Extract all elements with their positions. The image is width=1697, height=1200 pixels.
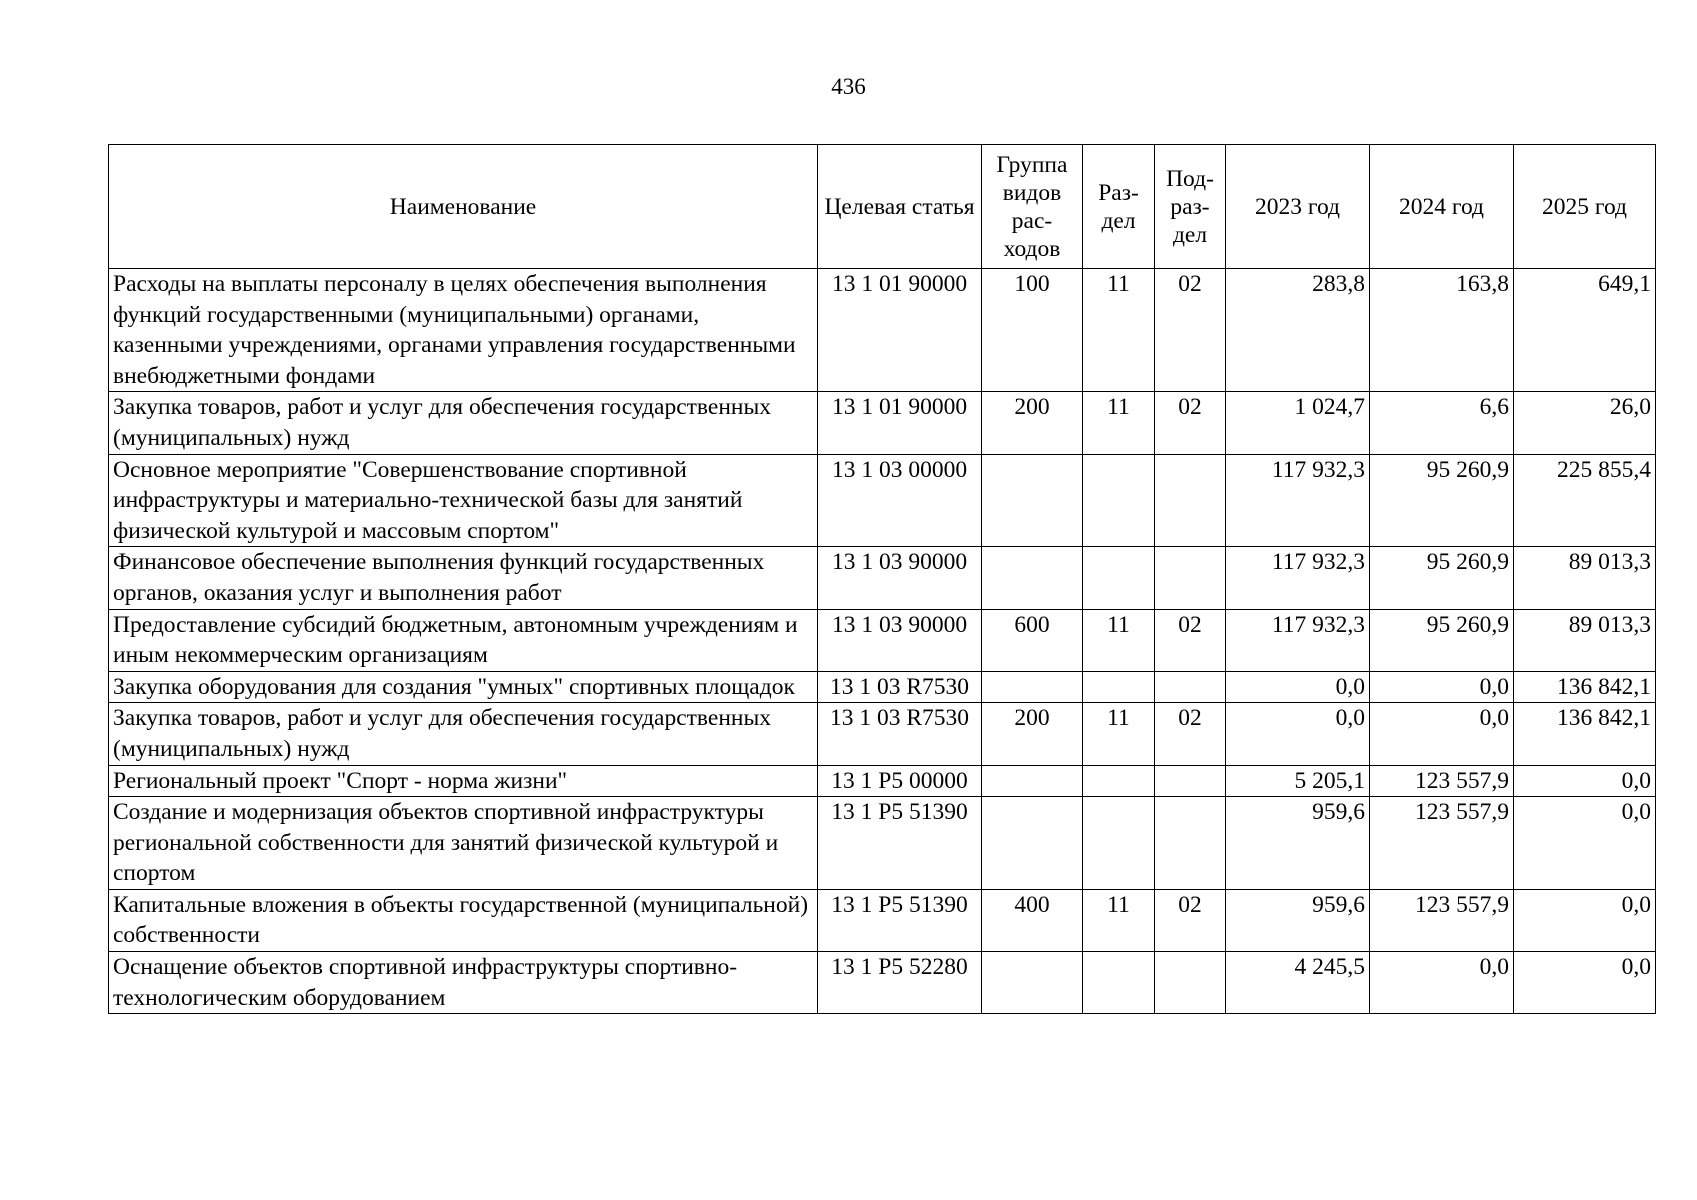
header-name: Наименование: [109, 145, 818, 269]
table-header: [109, 145, 1656, 269]
cell-section: [1083, 765, 1155, 797]
cell-subsection: 02: [1155, 703, 1226, 765]
cell-expense-group: 200: [982, 703, 1083, 765]
cell-subsection: 02: [1155, 609, 1226, 671]
cell-2024: 123 557,9: [1370, 765, 1514, 797]
table-body: [109, 269, 1656, 1014]
cell-2023: 283,8: [1226, 269, 1370, 392]
cell-name: Финансовое обеспечение выполнения функций государственных органов, оказания услуг и выполнения работ: [109, 547, 818, 609]
cell-2023: 0,0: [1226, 671, 1370, 703]
cell-2025: 89 013,3: [1514, 609, 1656, 671]
cell-subsection: [1155, 797, 1226, 890]
cell-target-article: 13 1 03 R7530: [818, 703, 982, 765]
cell-2025: 136 842,1: [1514, 703, 1656, 765]
cell-2024: 163,8: [1370, 269, 1514, 392]
cell-expense-group: 100: [982, 269, 1083, 392]
cell-subsection: [1155, 765, 1226, 797]
cell-2024: 0,0: [1370, 703, 1514, 765]
table-row: [109, 889, 1656, 951]
cell-name: Оснащение объектов спортивной инфраструктуры спортивно-технологическим оборудованием: [109, 952, 818, 1014]
header-target-article: Целевая статья: [818, 145, 982, 269]
cell-expense-group: [982, 454, 1083, 547]
cell-target-article: 13 1 01 90000: [818, 269, 982, 392]
cell-name: Расходы на выплаты персоналу в целях обеспечения выполнения функций государственными (муниципальными) органами, казенными учреждениями, органами управления государственными внебюджетными фондами: [109, 269, 818, 392]
cell-name: Закупка оборудования для создания "умных" спортивных площадок: [109, 671, 818, 703]
cell-name: Создание и модернизация объектов спортивной инфраструктуры региональной собственности для занятий физической культурой и спортом: [109, 797, 818, 890]
cell-section: 11: [1083, 392, 1155, 454]
cell-section: 11: [1083, 889, 1155, 951]
cell-2024: 123 557,9: [1370, 797, 1514, 890]
cell-name: Основное мероприятие "Совершенствование спортивной инфраструктуры и материально-технической базы для занятий физической культурой и массовым спортом": [109, 454, 818, 547]
cell-name: Региональный проект "Спорт - норма жизни": [109, 765, 818, 797]
cell-2025: 0,0: [1514, 889, 1656, 951]
cell-target-article: 13 1 01 90000: [818, 392, 982, 454]
table-row: [109, 797, 1656, 890]
budget-table: [108, 144, 1656, 1014]
cell-section: [1083, 547, 1155, 609]
header-2024: 2024 год: [1370, 145, 1514, 269]
header-expense-group: Группа видов рас-ходов: [982, 145, 1083, 269]
cell-2023: 117 932,3: [1226, 547, 1370, 609]
cell-section: 11: [1083, 609, 1155, 671]
cell-expense-group: 600: [982, 609, 1083, 671]
cell-2024: 95 260,9: [1370, 609, 1514, 671]
cell-expense-group: [982, 671, 1083, 703]
table-row: [109, 671, 1656, 703]
cell-section: [1083, 952, 1155, 1014]
cell-2025: 89 013,3: [1514, 547, 1656, 609]
cell-expense-group: [982, 765, 1083, 797]
table-row: [109, 454, 1656, 547]
table-row: [109, 269, 1656, 392]
page-number: 436: [831, 74, 866, 99]
cell-2024: 0,0: [1370, 952, 1514, 1014]
cell-target-article: 13 1 P5 51390: [818, 797, 982, 890]
cell-target-article: 13 1 P5 00000: [818, 765, 982, 797]
cell-expense-group: [982, 547, 1083, 609]
cell-target-article: 13 1 03 90000: [818, 547, 982, 609]
cell-2024: 95 260,9: [1370, 547, 1514, 609]
cell-2024: 0,0: [1370, 671, 1514, 703]
cell-target-article: 13 1 03 00000: [818, 454, 982, 547]
cell-target-article: 13 1 03 R7530: [818, 671, 982, 703]
cell-target-article: 13 1 P5 51390: [818, 889, 982, 951]
cell-expense-group: 400: [982, 889, 1083, 951]
table-row: [109, 765, 1656, 797]
cell-section: [1083, 797, 1155, 890]
cell-2023: 0,0: [1226, 703, 1370, 765]
cell-expense-group: 200: [982, 392, 1083, 454]
table-row: [109, 703, 1656, 765]
cell-name: Закупка товаров, работ и услуг для обеспечения государственных (муниципальных) нужд: [109, 392, 818, 454]
cell-2024: 6,6: [1370, 392, 1514, 454]
table-row: [109, 609, 1656, 671]
cell-2025: 0,0: [1514, 765, 1656, 797]
header-row: [109, 145, 1656, 269]
cell-2023: 5 205,1: [1226, 765, 1370, 797]
cell-name: Капитальные вложения в объекты государственной (муниципальной) собственности: [109, 889, 818, 951]
cell-name: Предоставление субсидий бюджетным, автономным учреждениям и иным некоммерческим организациям: [109, 609, 818, 671]
cell-2025: 26,0: [1514, 392, 1656, 454]
header-2023: 2023 год: [1226, 145, 1370, 269]
cell-2024: 95 260,9: [1370, 454, 1514, 547]
cell-subsection: [1155, 547, 1226, 609]
cell-subsection: 02: [1155, 269, 1226, 392]
cell-2023: 959,6: [1226, 889, 1370, 951]
cell-2025: 0,0: [1514, 797, 1656, 890]
header-subsection: Под-раз-дел: [1155, 145, 1226, 269]
cell-section: 11: [1083, 703, 1155, 765]
table-row: [109, 547, 1656, 609]
cell-2025: 0,0: [1514, 952, 1656, 1014]
cell-name: Закупка товаров, работ и услуг для обеспечения государственных (муниципальных) нужд: [109, 703, 818, 765]
cell-2023: 117 932,3: [1226, 609, 1370, 671]
table-row: [109, 952, 1656, 1014]
header-section: Раз-дел: [1083, 145, 1155, 269]
cell-2023: 1 024,7: [1226, 392, 1370, 454]
cell-subsection: [1155, 671, 1226, 703]
cell-subsection: 02: [1155, 889, 1226, 951]
cell-2025: 136 842,1: [1514, 671, 1656, 703]
cell-2023: 117 932,3: [1226, 454, 1370, 547]
cell-2024: 123 557,9: [1370, 889, 1514, 951]
cell-subsection: [1155, 952, 1226, 1014]
cell-subsection: 02: [1155, 392, 1226, 454]
header-2025: 2025 год: [1514, 145, 1656, 269]
cell-2025: 225 855,4: [1514, 454, 1656, 547]
cell-subsection: [1155, 454, 1226, 547]
cell-2025: 649,1: [1514, 269, 1656, 392]
cell-target-article: 13 1 03 90000: [818, 609, 982, 671]
cell-2023: 4 245,5: [1226, 952, 1370, 1014]
cell-section: [1083, 454, 1155, 547]
cell-2023: 959,6: [1226, 797, 1370, 890]
cell-expense-group: [982, 797, 1083, 890]
table-row: [109, 392, 1656, 454]
cell-target-article: 13 1 P5 52280: [818, 952, 982, 1014]
cell-expense-group: [982, 952, 1083, 1014]
cell-section: [1083, 671, 1155, 703]
cell-section: 11: [1083, 269, 1155, 392]
